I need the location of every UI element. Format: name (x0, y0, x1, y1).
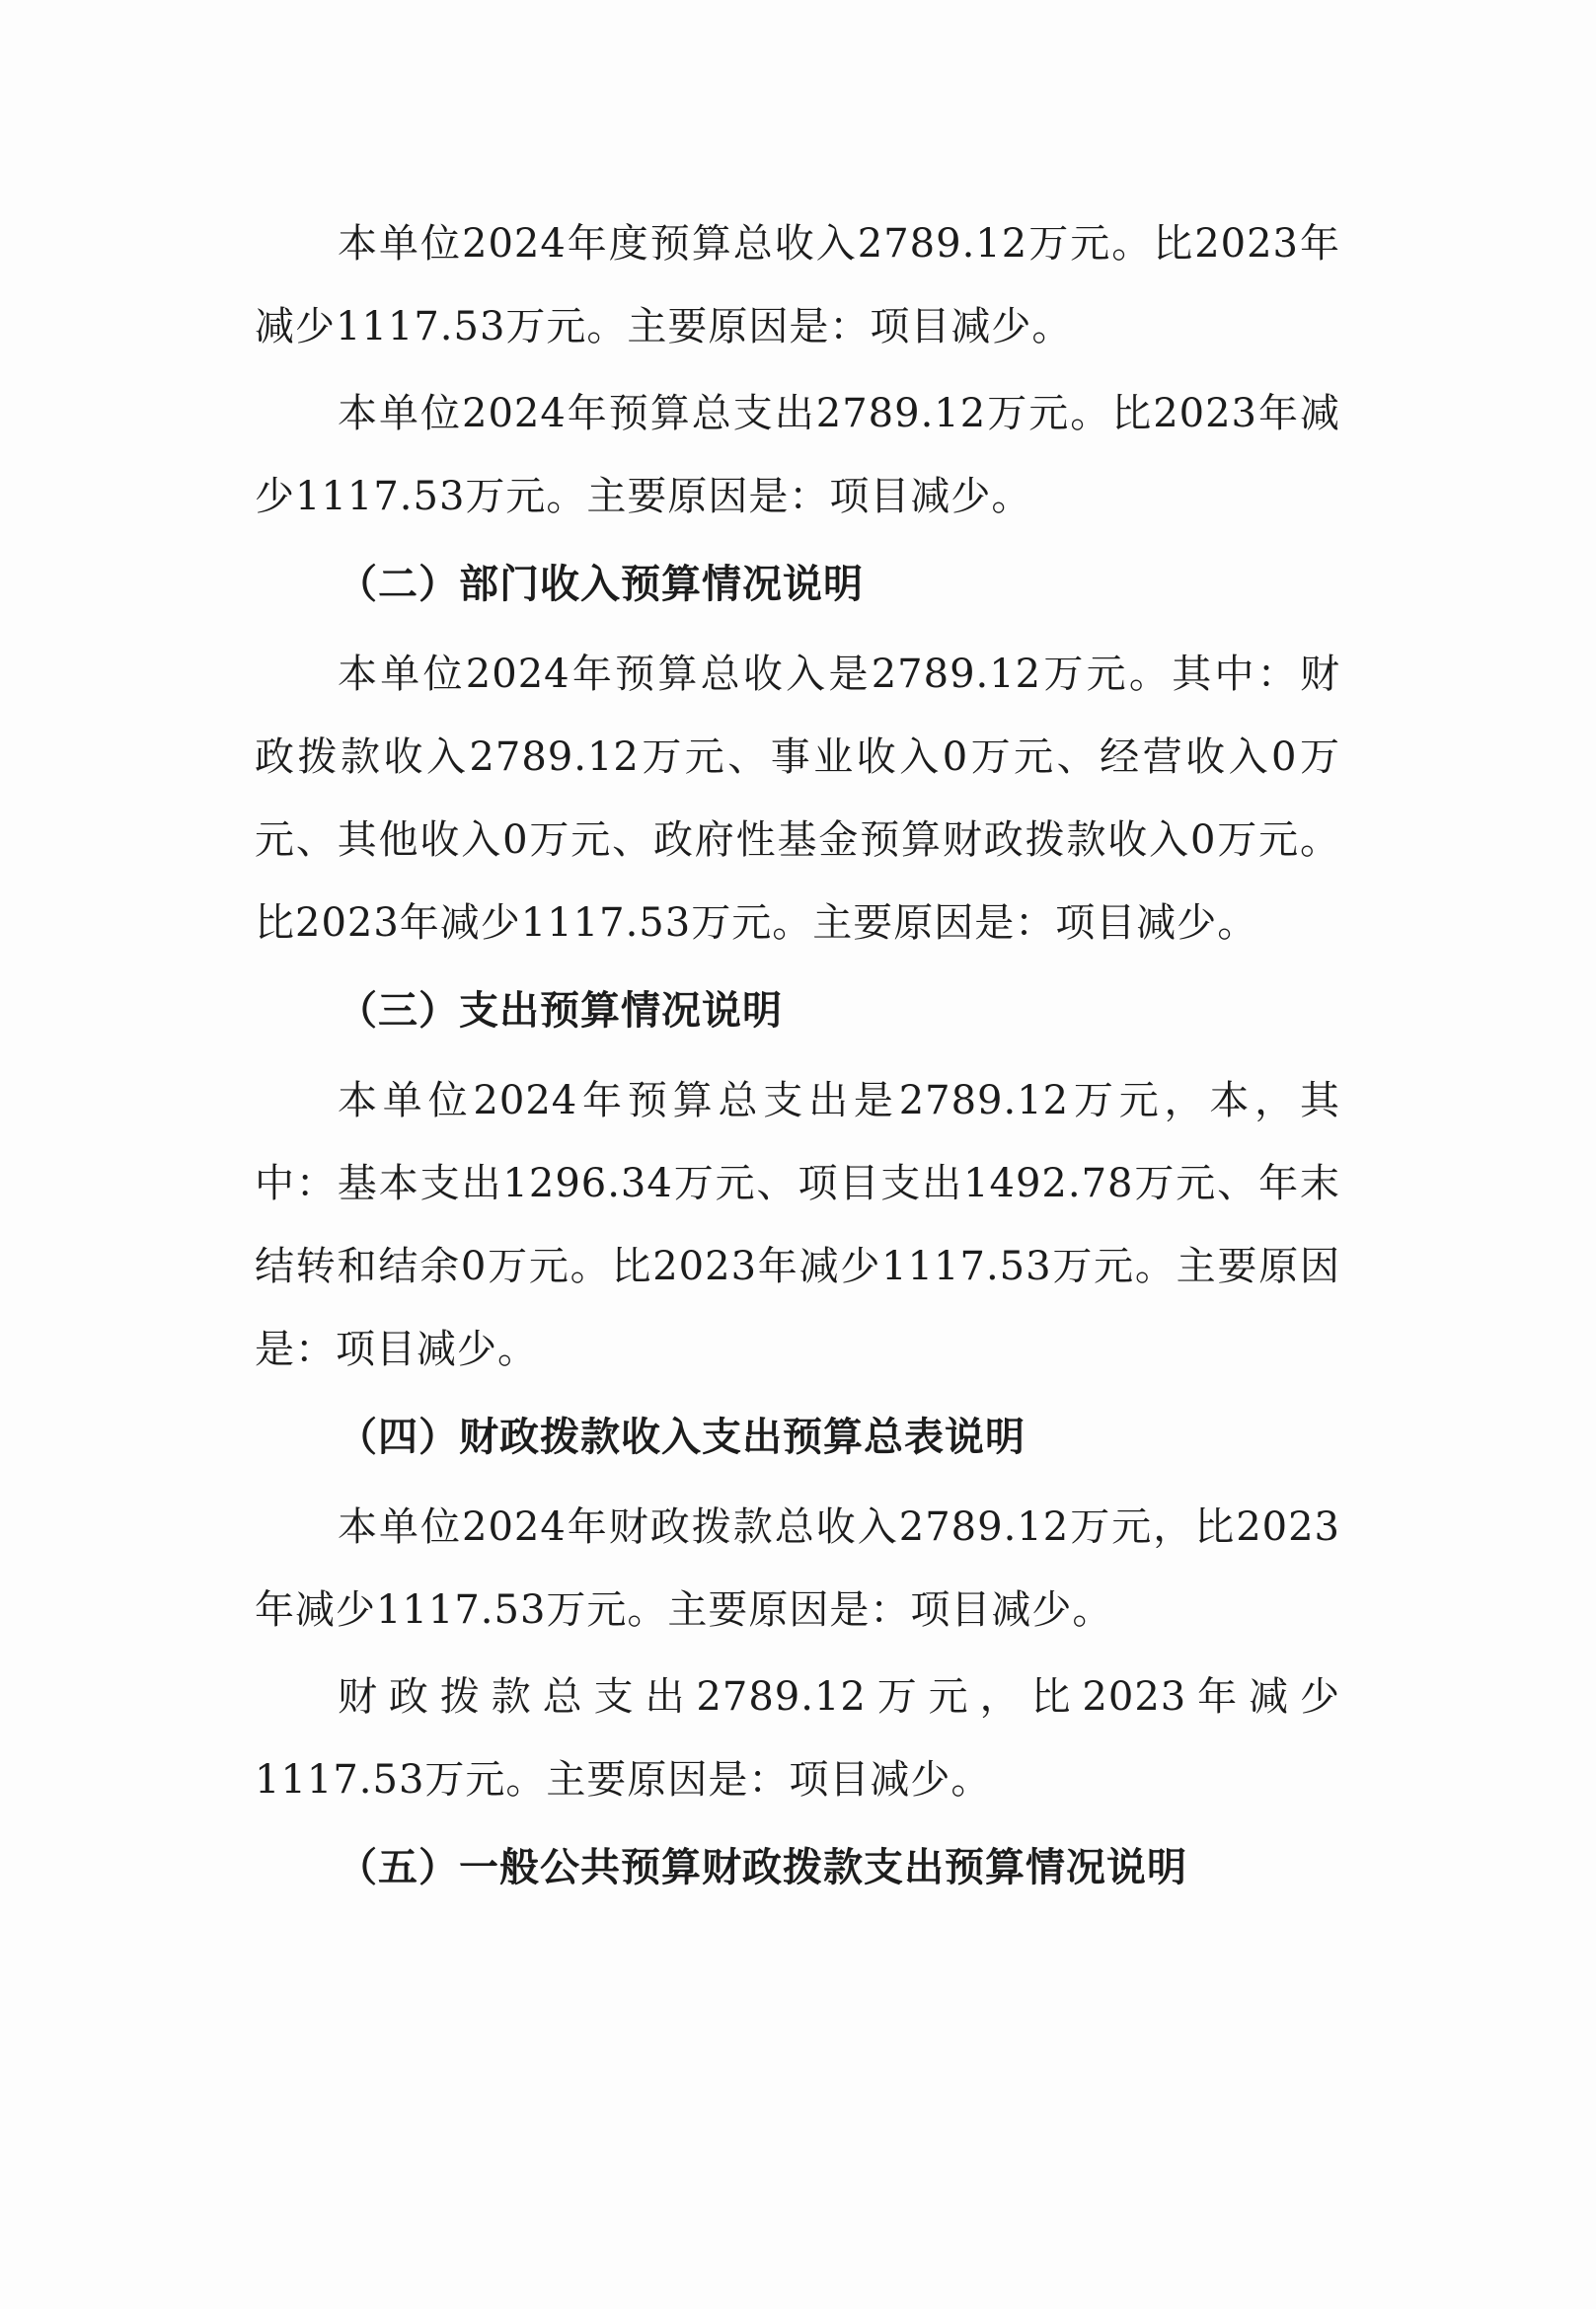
paragraph-income-budget: 本单位2024年预算总收入是2789.12万元。其中：财政拨款收入2789.12万元、事业收入0万元、经营收入0万元、其他收入0万元、政府性基金预算财政拨款收入0万元。比2023年减少1117.53万元。主要原因是：项目减少。 (255, 652, 1340, 946)
section-heading-expenditure-budget: （三）支出预算情况说明 (338, 988, 783, 1034)
paragraph-total-expenditure: 本单位2024年预算总支出2789.12万元。比2023年减少1117.53万元。主要原因是：项目减少。 (255, 391, 1340, 519)
section-heading-fiscal-summary: （四）财政拨款收入支出预算总表说明 (338, 1415, 1026, 1460)
section-heading-general-public-budget: （五）一般公共预算财政拨款支出预算情况说明 (338, 1845, 1187, 1890)
paragraph-total-income: 本单位2024年度预算总收入2789.12万元。比2023年减少1117.53万元。主要原因是：项目减少。 (255, 221, 1340, 349)
section-heading-income-budget: （二）部门收入预算情况说明 (338, 562, 864, 607)
paragraph-fiscal-expenditure: 财政拨款总支出2789.12万元，比2023年减少1117.53万元。主要原因是：项目减少。 (255, 1674, 1340, 1803)
document-body (255, 202, 1340, 1916)
paragraph-expenditure-budget: 本单位2024年预算总支出是2789.12万元，本，其中：基本支出1296.34万元、项目支出1492.78万元、年末结转和结余0万元。比2023年减少1117.53万元。主要原因是：项目减少。 (255, 1078, 1340, 1372)
paragraph-fiscal-income: 本单位2024年财政拨款总收入2789.12万元，比2023年减少1117.53万元。主要原因是：项目减少。 (255, 1504, 1340, 1633)
